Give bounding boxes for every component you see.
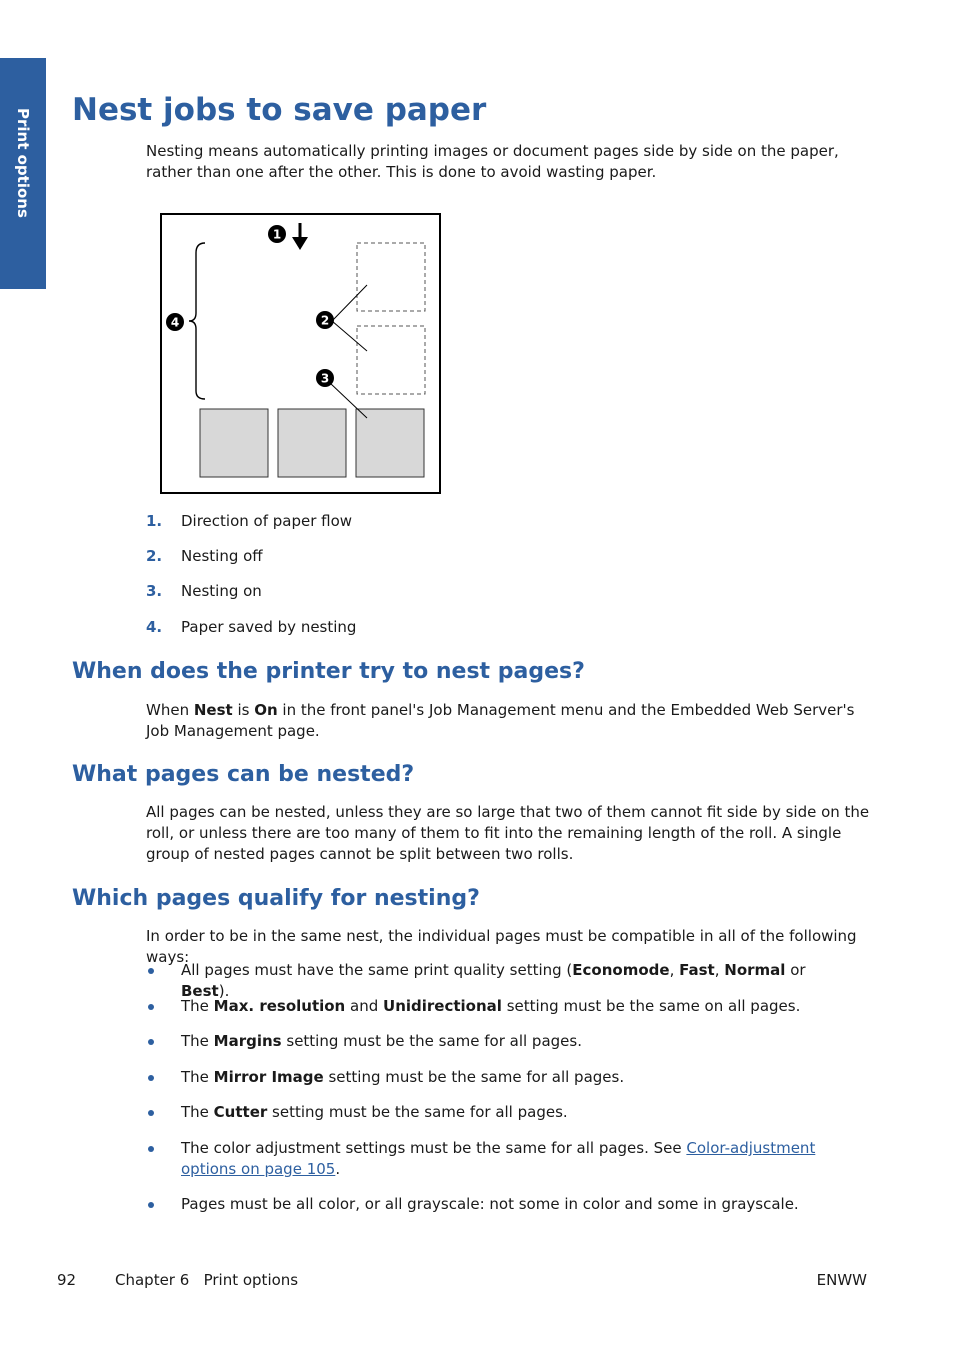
section-what-paragraph: All pages can be nested, unless they are so large that two of them cannot fit side by side on the roll, or unless there are too many of them to fit into the remaining length of the roll. A single group of nested pages cannot be split between two rolls. bbox=[146, 803, 870, 863]
section-when-paragraph: When Nest is On in the front panel's Job Management menu and the Embedded Web Server's Job Management page. bbox=[146, 701, 855, 740]
printed-page-1 bbox=[200, 409, 268, 477]
legend-number: 4. bbox=[146, 618, 163, 636]
legend-text: Nesting on bbox=[181, 582, 262, 600]
section-which-intro: In order to be in the same nest, the individual pages must be compatible in all of the following ways: bbox=[146, 927, 857, 966]
legend-text: Direction of paper flow bbox=[181, 512, 353, 530]
bullet-icon bbox=[148, 968, 154, 974]
bullet-icon bbox=[148, 1202, 154, 1208]
printed-page-3 bbox=[356, 409, 424, 477]
footer-page-number: 92 bbox=[57, 1271, 77, 1289]
legend-number: 3. bbox=[146, 582, 163, 600]
keyword-nest: Nest bbox=[193, 701, 233, 719]
callout-label-4: 4 bbox=[170, 315, 180, 330]
section-heading-when: When does the printer try to nest pages? bbox=[72, 659, 585, 684]
bullet-icon bbox=[148, 1039, 154, 1045]
legend-number: 2. bbox=[146, 547, 163, 565]
side-tab bbox=[0, 58, 46, 289]
printed-page-2 bbox=[278, 409, 346, 477]
page-title: Nest jobs to save paper bbox=[72, 92, 487, 128]
callout-label-1: 1 bbox=[272, 227, 282, 242]
section-heading-which: Which pages qualify for nesting? bbox=[72, 886, 480, 911]
footer-right-label: ENWW bbox=[816, 1271, 867, 1289]
side-tab-label: Print options bbox=[14, 108, 32, 218]
keyword-on: On bbox=[254, 701, 278, 719]
bullet-icon bbox=[148, 1110, 154, 1116]
color-adjustment-link[interactable]: Color-adjustment options on page 105 bbox=[181, 1139, 816, 1178]
footer-chapter: Chapter 6 Print options bbox=[115, 1271, 299, 1289]
intro-paragraph: Nesting means automatically printing images or document pages side by side on the paper, rather than one after the other. This is done to avoid wasting paper. bbox=[146, 142, 839, 181]
legend-text: Paper saved by nesting bbox=[181, 618, 357, 636]
legend-number: 1. bbox=[146, 512, 163, 530]
bullet-icon bbox=[148, 1075, 154, 1081]
legend-text: Nesting off bbox=[181, 547, 263, 565]
bullet-icon bbox=[148, 1146, 154, 1152]
bullet-icon bbox=[148, 1004, 154, 1010]
callout-label-3: 3 bbox=[320, 371, 330, 386]
section-heading-what: What pages can be nested? bbox=[72, 762, 415, 787]
nesting-diagram bbox=[160, 213, 442, 495]
callout-label-2: 2 bbox=[320, 313, 330, 328]
